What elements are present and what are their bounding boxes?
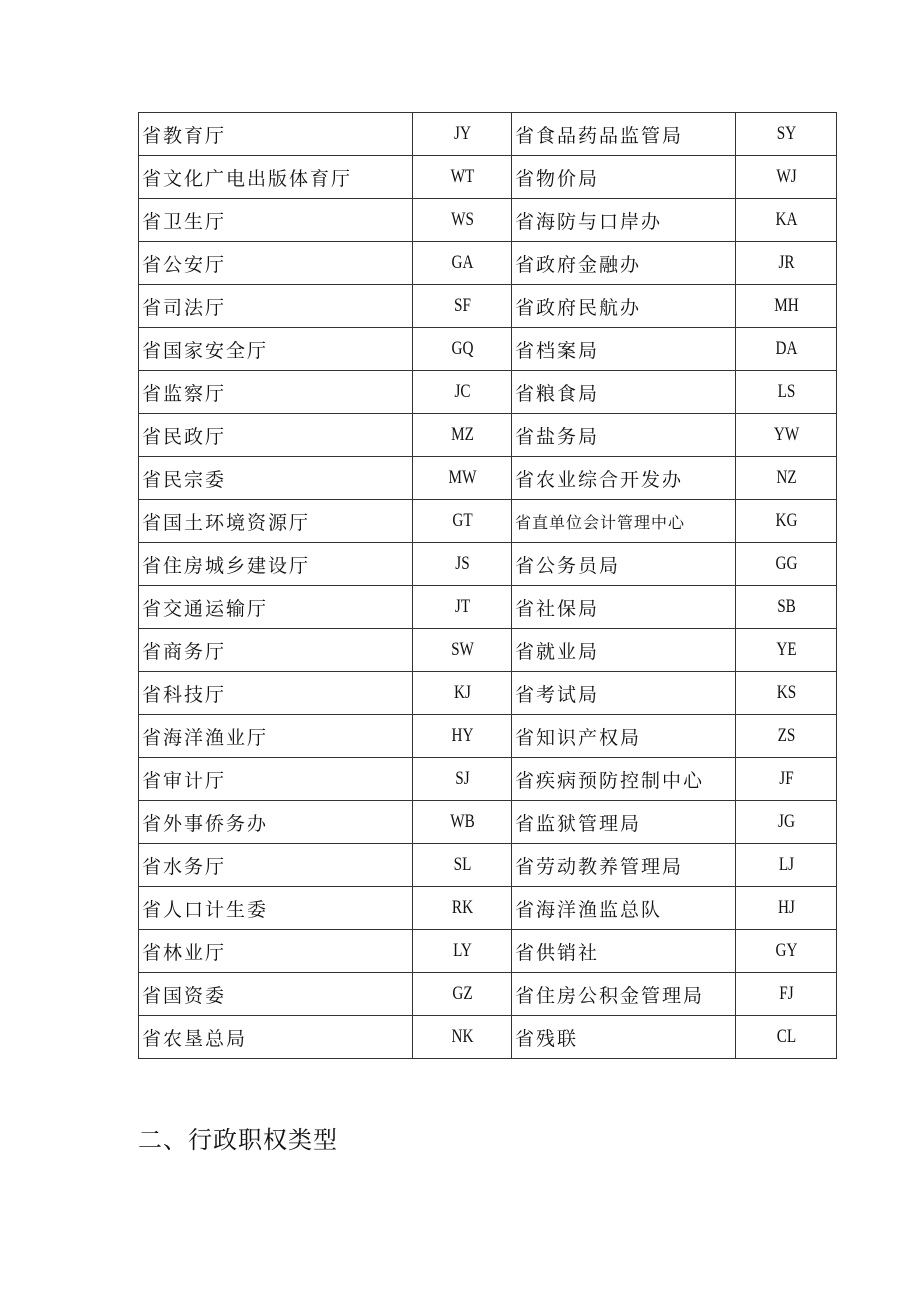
table-row — [139, 801, 837, 844]
table-row — [139, 930, 837, 973]
department-code: MW — [422, 457, 501, 500]
department-code: SF — [422, 285, 501, 328]
table-row — [139, 113, 837, 156]
department-code: SJ — [422, 758, 501, 801]
department-name: 省海洋渔业厅 — [139, 715, 413, 758]
department-name: 省就业局 — [512, 629, 736, 672]
department-name: 省供销社 — [512, 930, 736, 973]
department-code: MH — [746, 285, 827, 328]
department-name: 省劳动教养管理局 — [512, 844, 736, 887]
department-name: 省司法厅 — [139, 285, 413, 328]
table-row — [139, 758, 837, 801]
table-row — [139, 629, 837, 672]
department-code: JC — [422, 371, 501, 414]
department-code: NK — [422, 1016, 501, 1059]
department-name: 省食品药品监管局 — [512, 113, 736, 156]
table-row — [139, 371, 837, 414]
department-name: 省卫生厅 — [139, 199, 413, 242]
department-code: WT — [422, 156, 501, 199]
department-name: 省知识产权局 — [512, 715, 736, 758]
department-code: JF — [746, 758, 827, 801]
department-name: 省科技厅 — [139, 672, 413, 715]
table-row — [139, 543, 837, 586]
department-name: 省交通运输厅 — [139, 586, 413, 629]
department-name: 省水务厅 — [139, 844, 413, 887]
table-row — [139, 500, 837, 543]
department-code: SY — [746, 113, 827, 156]
table-row — [139, 586, 837, 629]
department-name: 省政府金融办 — [512, 242, 736, 285]
department-name: 省国土环境资源厅 — [139, 500, 413, 543]
department-code: DA — [746, 328, 827, 371]
department-name: 省农业综合开发办 — [512, 457, 736, 500]
table-row — [139, 672, 837, 715]
department-code: GY — [746, 930, 827, 973]
table-row — [139, 328, 837, 371]
department-code: GA — [422, 242, 501, 285]
department-name: 省监察厅 — [139, 371, 413, 414]
department-code: GQ — [422, 328, 501, 371]
department-code: YW — [746, 414, 827, 457]
table-row — [139, 457, 837, 500]
department-name: 省教育厅 — [139, 113, 413, 156]
department-name: 省残联 — [512, 1016, 736, 1059]
table-row — [139, 242, 837, 285]
department-name: 省物价局 — [512, 156, 736, 199]
table-row — [139, 1016, 837, 1059]
table-row — [139, 844, 837, 887]
department-code: JG — [746, 801, 827, 844]
department-name: 省公安厅 — [139, 242, 413, 285]
department-code: JY — [422, 113, 501, 156]
department-code: HY — [422, 715, 501, 758]
department-code: WJ — [746, 156, 827, 199]
department-name: 省住房城乡建设厅 — [139, 543, 413, 586]
department-name: 省国家安全厅 — [139, 328, 413, 371]
department-name: 省考试局 — [512, 672, 736, 715]
department-name: 省民政厅 — [139, 414, 413, 457]
department-name: 省政府民航办 — [512, 285, 736, 328]
department-code: KA — [746, 199, 827, 242]
department-code: LJ — [746, 844, 827, 887]
department-name: 省直单位会计管理中心 — [512, 500, 736, 543]
department-name: 省疾病预防控制中心 — [512, 758, 736, 801]
department-name: 省审计厅 — [139, 758, 413, 801]
department-name: 省粮食局 — [512, 371, 736, 414]
department-code: MZ — [422, 414, 501, 457]
department-code: WS — [422, 199, 501, 242]
department-name: 省商务厅 — [139, 629, 413, 672]
department-code: GT — [422, 500, 501, 543]
department-code: LY — [422, 930, 501, 973]
department-code: FJ — [746, 973, 827, 1016]
table-row — [139, 973, 837, 1016]
department-code: JS — [422, 543, 501, 586]
department-name: 省人口计生委 — [139, 887, 413, 930]
department-code: SW — [422, 629, 501, 672]
table-body — [139, 113, 837, 1059]
department-code: JR — [746, 242, 827, 285]
department-code: HJ — [746, 887, 827, 930]
department-code: ZS — [746, 715, 827, 758]
department-name: 省盐务局 — [512, 414, 736, 457]
department-code: YE — [746, 629, 827, 672]
department-code: KG — [746, 500, 827, 543]
department-code: GG — [746, 543, 827, 586]
department-code: SL — [422, 844, 501, 887]
department-code: KS — [746, 672, 827, 715]
department-code: GZ — [422, 973, 501, 1016]
department-name: 省民宗委 — [139, 457, 413, 500]
department-code: SB — [746, 586, 827, 629]
department-code: JT — [422, 586, 501, 629]
department-code-table — [138, 112, 837, 1059]
section-heading: 二、行政职权类型 — [138, 1126, 338, 1154]
table-row — [139, 887, 837, 930]
department-name: 省文化广电出版体育厅 — [139, 156, 413, 199]
department-name: 省国资委 — [139, 973, 413, 1016]
table-row — [139, 285, 837, 328]
department-code: RK — [422, 887, 501, 930]
department-name: 省社保局 — [512, 586, 736, 629]
department-code: LS — [746, 371, 827, 414]
department-name: 省监狱管理局 — [512, 801, 736, 844]
department-name: 省农垦总局 — [139, 1016, 413, 1059]
department-name: 省住房公积金管理局 — [512, 973, 736, 1016]
department-name: 省海洋渔监总队 — [512, 887, 736, 930]
department-code: CL — [746, 1016, 827, 1059]
table-row — [139, 199, 837, 242]
department-code: KJ — [422, 672, 501, 715]
department-name: 省海防与口岸办 — [512, 199, 736, 242]
table-row — [139, 715, 837, 758]
department-name: 省林业厅 — [139, 930, 413, 973]
department-name: 省外事侨务办 — [139, 801, 413, 844]
department-name: 省档案局 — [512, 328, 736, 371]
table-row — [139, 414, 837, 457]
table-row — [139, 156, 837, 199]
department-code: NZ — [746, 457, 827, 500]
department-code: WB — [422, 801, 501, 844]
department-name: 省公务员局 — [512, 543, 736, 586]
